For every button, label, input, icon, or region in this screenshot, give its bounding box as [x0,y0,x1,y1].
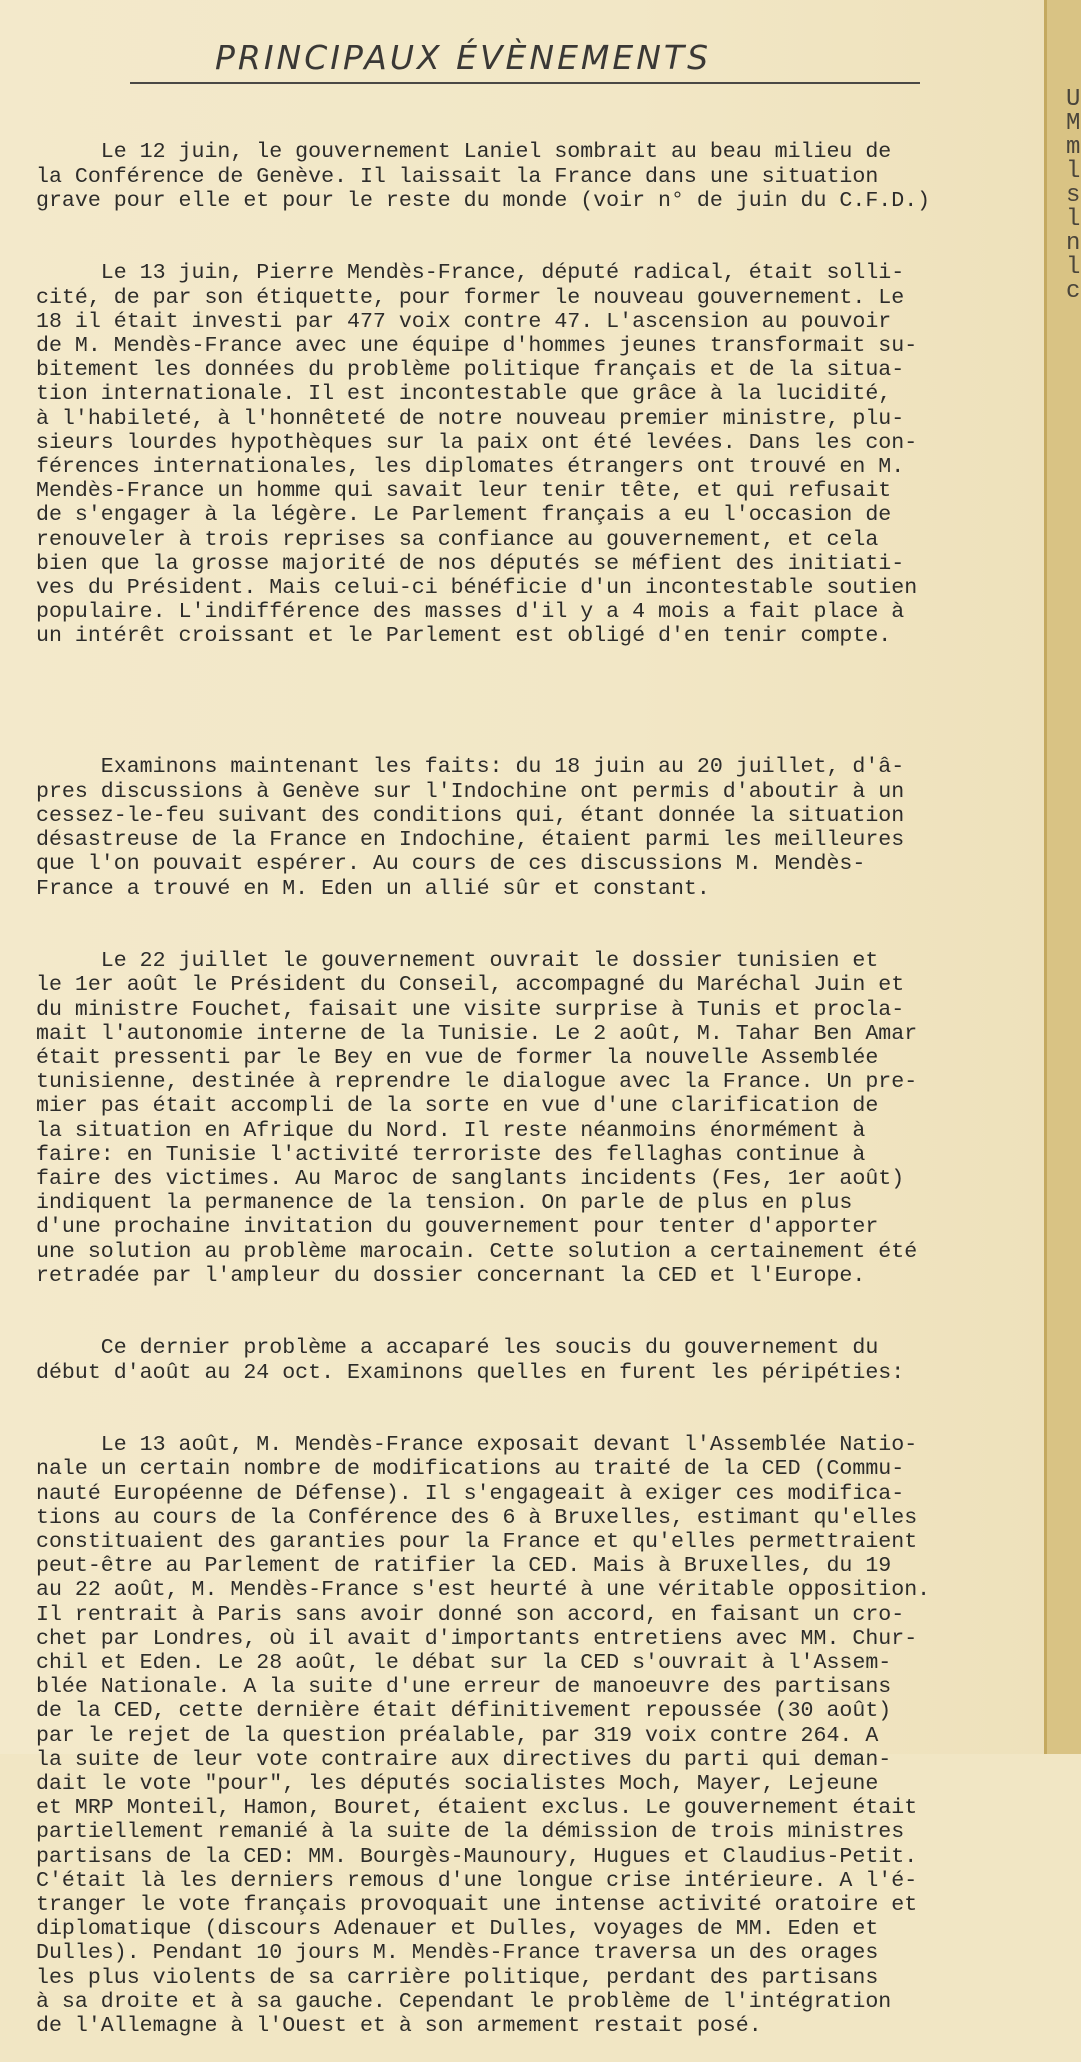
margin-letter: s [1066,182,1081,209]
paragraph-gap [36,697,1046,707]
margin-letter: M [1066,110,1081,137]
paragraph: Le 13 juin, Pierre Mendès-France, député radical, était solli- cité, de par son étiquette, pour former le nouveau gouvernement. Le 18 il était investi par 477 voix contre 47. L'ascension au pouvoir de M. Mendès-France avec une équipe d'hommes jeunes transformait su- bitement les données du problème politique français et de la situa- tion internationale. Il est incontestable que grâce à la lucidité, à l'habileté, à l'honnêteté de notre nouveau premier ministre, plu- sieurs lourdes hypothèques sur la paix ont été levées. Dans les con- férences internationales, les diplomates étrangers ont trouvé en M. Mendès-France un homme qui savait leur tenir tête, et qui refusait de s'engager à la légère. Le Parlement français a eu l'occasion de renouveler à trois reprises sa confiance au gouvernement, et cela bien que la grosse majorité de nos députés se méfient des initiati- ves du Président. Mais celui-ci bénéficie d'un incontestable soutien populaire. L'indifférence des masses d'il y a 4 mois a fait place à un intérêt croissant et le Parlement est obligé d'en tenir compte. [36,261,918,649]
article-body [36,92,1046,2062]
paragraph: Examinons maintenant les faits: du 18 juin au 20 juillet, d'â- pres discussions à Genève sur l'Indochine ont permis d'aboutir à un cessez-le-feu suivant des conditions qui, étant donnée la situation désastreuse de la France en Indochine, étaient parmi les meilleures que l'on pouvait espérer. Au cours de ces discussions M. Mendès- France a trouvé en M. Eden un allié sûr et constant. [36,755,905,901]
margin-letter: m [1066,134,1081,161]
margin-letter: l [1066,206,1081,233]
paragraph: Le 13 août, M. Mendès-France exposait devant l'Assemblée Natio- nale un certain nombre de modifications au traité de la CED (Commu- nauté Européenne de Défense). Il s'engageait à exiger ces modifica- tions au cours de la Conférence des 6 à Bruxelles, estimant qu'elles constituaient des garanties pour la France et qu'elles permettraient peut-être au Parlement de ratifier la CED. Mais à Bruxelles, du 19 au 22 août, M. Mendès-France s'est heurté à une véritable opposition. Il rentrait à Paris sans avoir donné son accord, en faisant un cro- chet par Londres, où il avait d'importants entretiens avec MM. Chur- chil et Eden. Le 28 août, le débat sur la CED s'ouvrait à l'Assem- blée Nationale. A la suite d'une erreur de manoeuvre des partisans de la CED, cette dernière était définitivement repoussée (30 août) par le rejet de la question préalable, par 319 voix contre 264. A la suite de leur vote contraire aux directives du parti qui deman- dait le vote "pour", les députés socialistes Moch, Mayer, Lejeune et MRP Monteil, Hamon, Bouret, étaient exclus. Le gouvernement était partiellement remanié à la suite de la démission de trois ministres partisans de la CED: MM. Bourgès-Maunoury, Hugues et Claudius-Petit. C'était là les derniers remous d'une longue crise intérieure. A l'é- tranger le vote français provoquait une intense activité oratoire et diplomatique (discours Adenauer et Dulles, voyages de MM. Eden et Dulles). Pendant 10 jours M. Mendès-France traversa un des orages les plus violents de sa carrière politique, perdant des partisans à sa droite et à sa gauche. Cependant le problème de l'intégration de l'Allemagne à l'Ouest et à son armement restait posé. [36,1433,931,2039]
title-underline [130,82,920,84]
margin-letter: l [1066,254,1081,281]
paragraph: Ce dernier problème a accaparé les soucis du gouvernement du début d'août au 24 oct. Examinons quelles en furent les péripéties: [36,1336,905,1385]
margin-letter: n [1066,230,1081,257]
page-title: PRINCIPAUX ÉVÈNEMENTS [215,38,712,77]
paragraph: Le 12 juin, le gouvernement Laniel sombrait au beau milieu de la Conférence de Genève. Il laissait la France dans une situation grave pour elle et pour le reste du monde (voir n° de juin du C.F.D.) [36,140,931,213]
margin-letter: c [1066,278,1081,304]
adjacent-page-text [1066,88,1081,304]
paragraph: Le 22 juillet le gouvernement ouvrait le dossier tunisien et le 1er août le Président du Conseil, accompagné du Maréchal Juin et du ministre Fouchet, faisait une visite surprise à Tunis et procla- mait l'autonomie interne de la Tunisie. Le 2 août, M. Tahar Ben Amar était pressenti par le Bey en vue de former la nouvelle Assemblée tunisienne, destinée à reprendre le dialogue avec la France. Un pre- mier pas était accompli de la sorte en vue d'une clarification de la situation en Afrique du Nord. Il reste néanmoins énormément à faire: en Tunisie l'activité terroriste des fellaghas continue à faire des victimes. Au Maroc de sanglants incidents (Fes, 1er août) indiquent la permanence de la tension. On parle de plus en plus d'une prochaine invitation du gouvernement pour tenter d'apporter une solution au problème marocain. Cette solution a certainement été retradée par l'ampleur du dossier concernant la CED et l'Europe. [36,949,918,1288]
margin-letter: l [1066,158,1081,185]
margin-letter: U [1066,88,1081,113]
